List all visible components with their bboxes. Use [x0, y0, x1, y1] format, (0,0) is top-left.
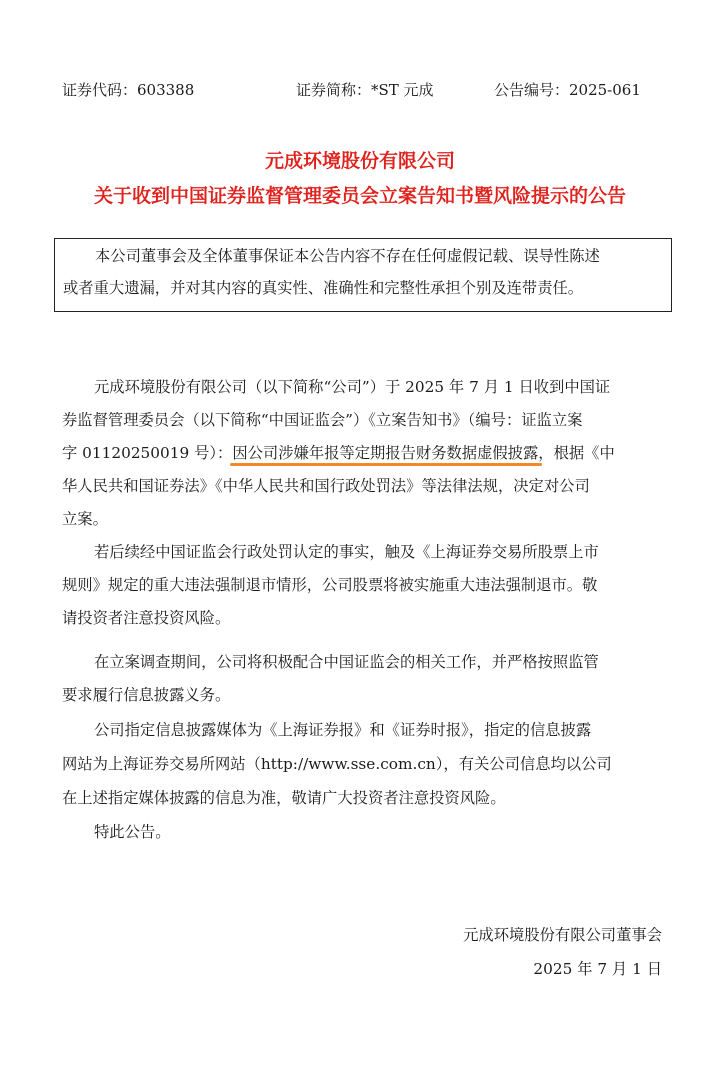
- stock-code: 证券代码：603388: [62, 81, 195, 99]
- stock-short-name: 证券简称：*ST 元成: [296, 81, 434, 99]
- paragraph-1-line-3-prefix: 字 01120250019 号）：: [62, 444, 233, 462]
- document-title-company: 元成环境股份有限公司: [264, 150, 455, 172]
- signature-organization: 元成环境股份有限公司董事会: [463, 926, 662, 944]
- highlighted-phrase: [232, 444, 538, 462]
- paragraph-4-line-2: 网站为上海证券交易所网站（http://www.sse.com.cn），有关公司信息均以公司: [62, 755, 612, 773]
- paragraph-1-line-3-suffix: ，根据《中: [538, 444, 615, 462]
- guarantee-line-1: 本公司董事会及全体董事保证本公告内容不存在任何虚假记载、误导性陈述: [95, 247, 600, 265]
- paragraph-4-line-3: 在上述指定媒体披露的信息为准，敬请广大投资者注意投资风险。: [62, 789, 506, 807]
- paragraph-1-line-4: 华人民共和国证券法》《中华人民共和国行政处罚法》等法律法规，决定对公司: [62, 477, 590, 495]
- paragraph-4-line-1: 公司指定信息披露媒体为《上海证券报》和《证券时报》，指定的信息披露: [94, 721, 592, 739]
- closing-statement: 特此公告。: [94, 823, 171, 841]
- document-title-subject: 关于收到中国证券监督管理委员会立案告知书暨风险提示的公告: [93, 185, 626, 207]
- paragraph-2-line-1: 若后续经中国证监会行政处罚认定的事实，触及《上海证券交易所股票上市: [94, 543, 599, 561]
- signature-date: 2025 年 7 月 1 日: [533, 960, 662, 978]
- paragraph-1-line-2: 券监督管理委员会（以下简称“中国证监会”）《立案告知书》（编号：证监立案: [62, 411, 583, 429]
- paragraph-1-line-1: 元成环境股份有限公司（以下简称“公司”）于 2025 年 7 月 1 日收到中国证: [94, 378, 611, 396]
- notice-number: 公告编号：2025-061: [494, 81, 641, 99]
- highlight-underline: [230, 463, 542, 466]
- paragraph-1-line-5: 立案。: [62, 510, 108, 528]
- board-guarantee-box: [54, 238, 672, 312]
- document-header: [0, 80, 720, 100]
- paragraph-2-line-3: 请投资者注意投资风险。: [62, 609, 231, 627]
- highlighted-text: 因公司涉嫌年报等定期报告财务数据虚假披露: [232, 444, 539, 462]
- paragraph-2-line-2: 规则》规定的重大违法强制退市情形，公司股票将被实施重大违法强制退市。敬: [62, 576, 598, 594]
- guarantee-line-2: 或者重大遗漏，并对其内容的真实性、准确性和完整性承担个别及连带责任。: [63, 279, 584, 297]
- paragraph-1-line-3: [62, 442, 615, 464]
- paragraph-3-line-2: 要求履行信息披露义务。: [62, 686, 231, 704]
- paragraph-3-line-1: 在立案调查期间，公司将积极配合中国证监会的相关工作，并严格按照监管: [94, 653, 599, 671]
